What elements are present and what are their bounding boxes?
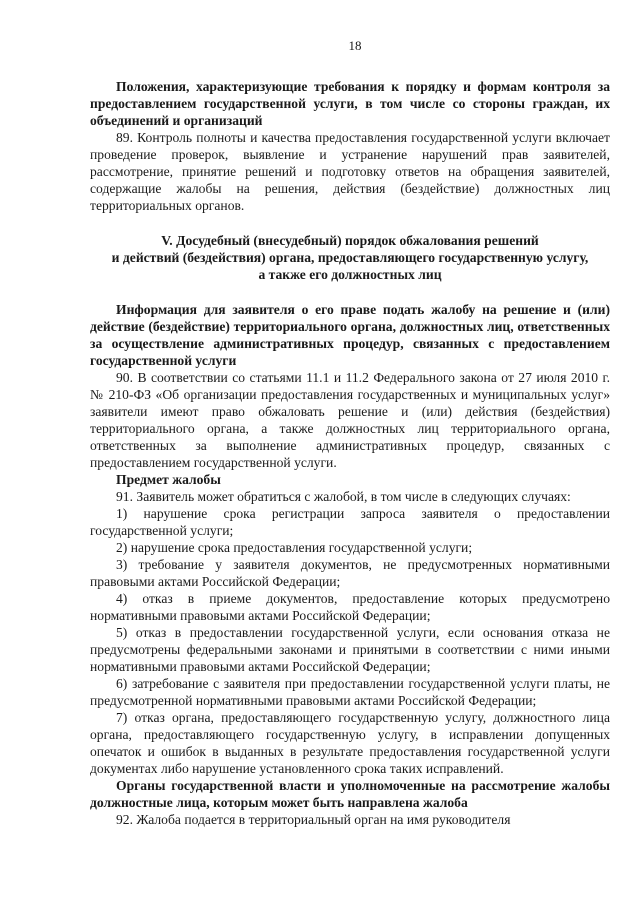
paragraph-90: 90. В соответствии со статьями 11.1 и 11.2 Федерального закона от 27 июля 2010 г. № 210-ФЗ «Об организации предоставления государственных и муниципальных услуг» заявители имеют право обжаловать решение и (или) действия (бездействия) территориального органа, а также должностных лиц территориального органа, ответственных за выполнение административных процедур, связанных с предоставлением государственной услуги.: [90, 370, 610, 470]
list-item: 6) затребование с заявителя при предоставлении государственной услуги платы, не предусмотренной нормативными правовыми актами Российской Федерации;: [90, 676, 610, 708]
list-item: 1) нарушение срока регистрации запроса заявителя о предоставлении государственной услуги;: [90, 506, 610, 538]
list-item: 7) отказ органа, предоставляющего государственную услугу, должностного лица органа, предоставляющего государственную услугу, в исправлении допущенных опечаток и ошибок в выданных в результате предоставления государственной услуги документах либо нарушение установленного срока таких исправлений.: [90, 710, 610, 776]
list-item: 3) требование у заявителя документов, не предусмотренных нормативными правовыми актами Российской Федерации;: [90, 557, 610, 589]
control-heading: Положения, характеризующие требования к порядку и формам контроля за предоставлением государственной услуги, в том числе со стороны граждан, их объединений и организаций: [90, 79, 610, 128]
organs-heading: Органы государственной власти и уполномоченные на рассмотрение жалобы должностные лица, которым может быть направлена жалоба: [90, 778, 610, 810]
paragraph-91: 91. Заявитель может обратиться с жалобой, в том числе в следующих случаях:: [116, 489, 571, 504]
paragraph-92: 92. Жалоба подается в территориальный орган на имя руководителя: [116, 812, 511, 827]
list-item: 5) отказ в предоставлении государственной услуги, если основания отказа не предусмотрены федеральными законами и принятыми в соответствии с ними иными нормативными правовыми актами Российской Федерации;: [90, 625, 610, 674]
list-item: 2) нарушение срока предоставления государственной услуги;: [116, 540, 473, 555]
list-item: 4) отказ в приеме документов, предоставление которых предусмотрено нормативными правовыми актами Российской Федерации;: [90, 591, 610, 623]
paragraph-89: 89. Контроль полноты и качества предоставления государственной услуги включает проведение проверок, выявление и устранение нарушений прав заявителей, рассмотрение, принятие решений и подготовку ответов на обращения заявителей, содержащие жалобы на решения, действия (бездействие) должностных лиц территориальных органов.: [90, 130, 610, 213]
section-5-line1: V. Досудебный (внесудебный) порядок обжалования решений: [161, 233, 539, 248]
info-heading: Информация для заявителя о его праве подать жалобу на решение и (или) действие (бездействие) территориального органа, должностных лиц, ответственных за осуществление административных процедур, связанных с предоставлением государственной услуги: [90, 302, 610, 368]
section-5-line3: а также его должностных лиц: [258, 267, 442, 282]
section-5-title: [90, 232, 610, 283]
subject-heading: Предмет жалобы: [116, 472, 221, 487]
section-5-line2: и действий (бездействия) органа, предоставляющего государственную услугу,: [111, 250, 589, 265]
page-number: 18: [348, 38, 362, 53]
